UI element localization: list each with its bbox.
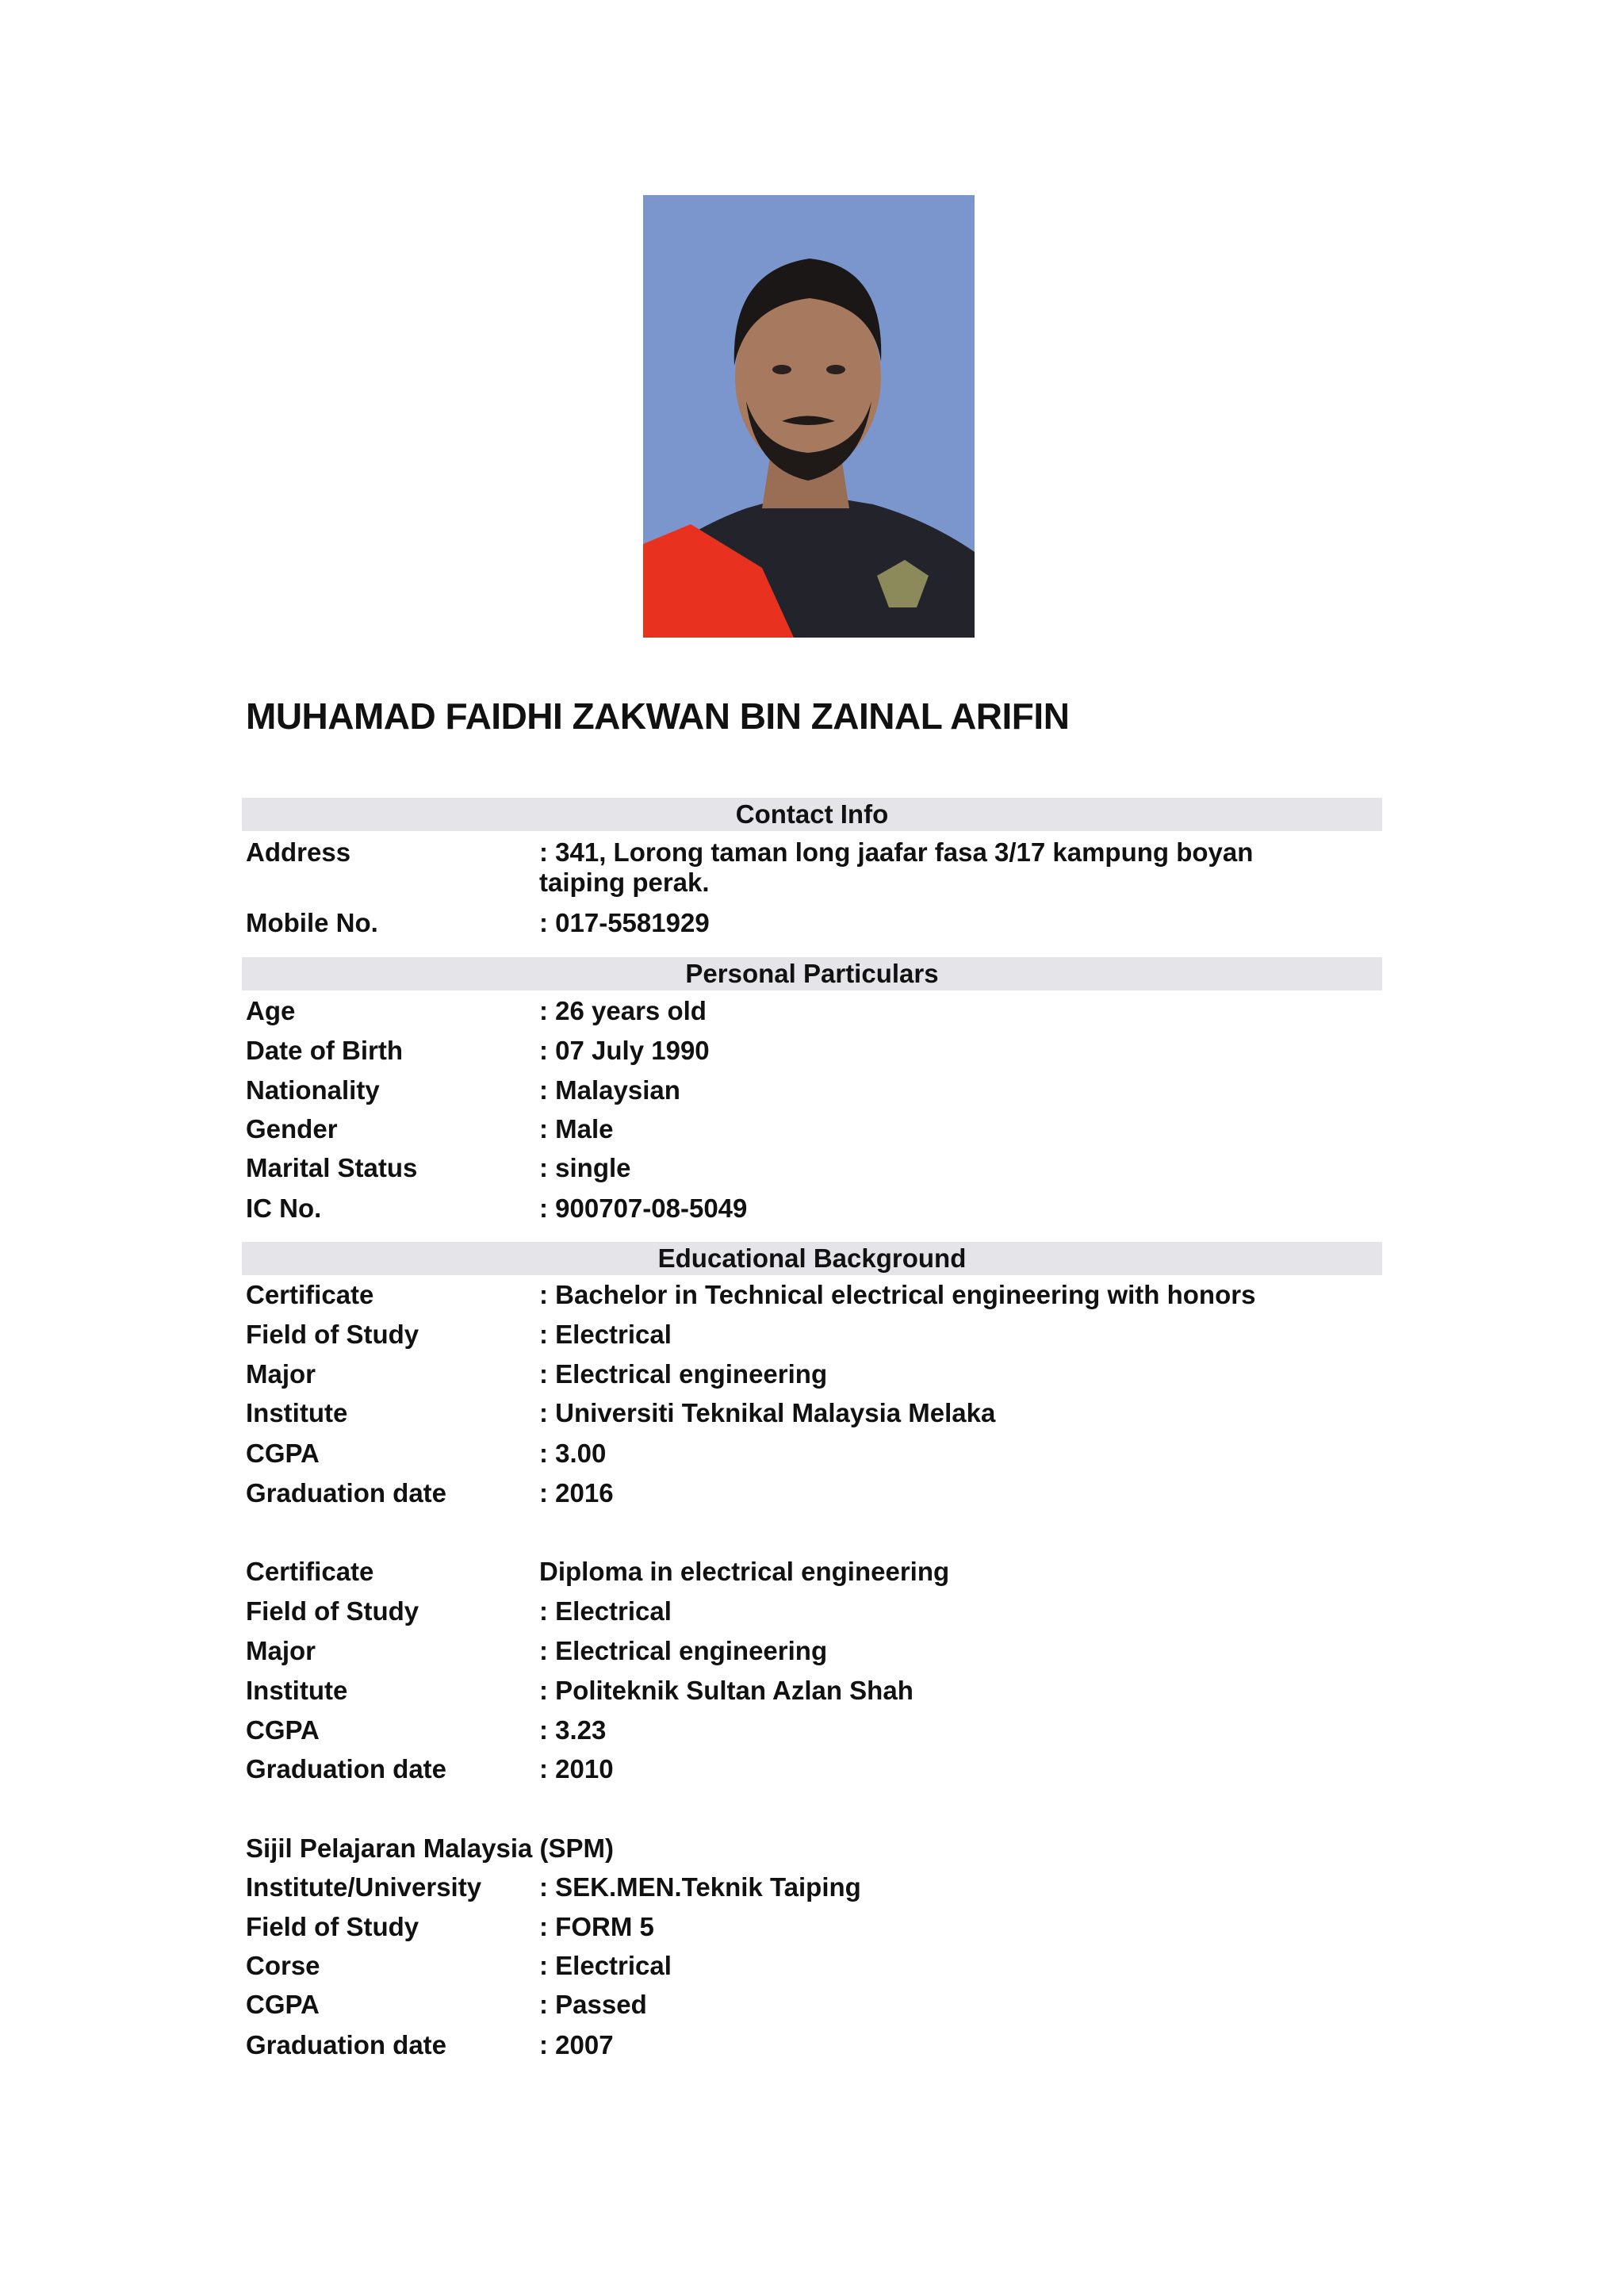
degree-major-label: Major: [246, 1359, 316, 1389]
spm-cgpa-label: CGPA: [246, 1990, 320, 2019]
candidate-name: MUHAMAD FAIDHI ZAKWAN BIN ZAINAL ARIFIN: [246, 695, 1070, 737]
spm-graduation-label: Graduation date: [246, 2030, 447, 2059]
degree-certificate-value: : Bachelor in Technical electrical engineering with honors: [539, 1280, 1256, 1309]
degree-institute-label: Institute: [246, 1398, 348, 1427]
gender-value: : Male: [539, 1114, 614, 1144]
spm-cgpa-value: : Passed: [539, 1990, 647, 2019]
age-label: Age: [246, 996, 296, 1025]
diploma-certificate-label: Certificate: [246, 1557, 374, 1586]
marital-status-value: : single: [539, 1153, 631, 1182]
spm-course-label: Corse: [246, 1951, 320, 1980]
address-label: Address: [246, 837, 351, 867]
spm-title-text: Sijil Pelajaran Malaysia (SPM): [246, 1833, 615, 1863]
diploma-major-value: : Electrical engineering: [539, 1636, 828, 1665]
nationality-label: Nationality: [246, 1075, 380, 1105]
diploma-field-label: Field of Study: [246, 1596, 419, 1626]
diploma-field-value: : Electrical: [539, 1596, 672, 1626]
spm-institute-value: : SEK.MEN.Teknik Taiping: [539, 1872, 861, 1902]
degree-cgpa-value: : 3.00: [539, 1439, 607, 1468]
spm-course-value: : Electrical: [539, 1951, 672, 1980]
degree-institute-value: : Universiti Teknikal Malaysia Melaka: [539, 1398, 996, 1427]
education-header: Educational Background: [242, 1242, 1382, 1275]
education-section: [242, 1242, 1382, 1275]
degree-field-label: Field of Study: [246, 1320, 419, 1349]
diploma-certificate-value: Diploma in electrical engineering: [539, 1557, 950, 1586]
ic-label: IC No.: [246, 1193, 322, 1223]
degree-graduation-label: Graduation date: [246, 1478, 447, 1508]
address-value: : 341, Lorong taman long jaafar fasa 3/17 kampung boyan taiping perak.: [539, 837, 1254, 897]
contact-info-section: [242, 798, 1382, 831]
diploma-cgpa-value: : 3.23: [539, 1715, 607, 1745]
spm-graduation-value: : 2007: [539, 2030, 614, 2059]
diploma-cgpa-label: CGPA: [246, 1715, 320, 1745]
contact-info-header: Contact Info: [242, 798, 1382, 831]
spm-field-label: Field of Study: [246, 1912, 419, 1941]
diploma-institute-label: Institute: [246, 1676, 348, 1705]
degree-cgpa-label: CGPA: [246, 1439, 320, 1468]
diploma-graduation-value: : 2010: [539, 1754, 614, 1784]
spm-field-value: : FORM 5: [539, 1912, 654, 1941]
marital-status-label: Marital Status: [246, 1153, 418, 1182]
nationality-value: : Malaysian: [539, 1075, 680, 1105]
ic-value: : 900707-08-5049: [539, 1193, 748, 1223]
spm-institute-label: Institute/University: [246, 1872, 482, 1902]
degree-certificate-label: Certificate: [246, 1280, 374, 1309]
profile-photo: [643, 195, 975, 638]
dob-value: : 07 July 1990: [539, 1036, 710, 1065]
mobile-value: : 017-5581929: [539, 908, 710, 937]
dob-label: Date of Birth: [246, 1036, 403, 1065]
mobile-label: Mobile No.: [246, 908, 378, 937]
age-value: : 26 years old: [539, 996, 707, 1025]
degree-graduation-value: : 2016: [539, 1478, 614, 1508]
diploma-major-label: Major: [246, 1636, 316, 1665]
diploma-graduation-label: Graduation date: [246, 1754, 447, 1784]
gender-label: Gender: [246, 1114, 338, 1144]
personal-particulars-section: [242, 957, 1382, 990]
personal-particulars-header: Personal Particulars: [242, 957, 1382, 990]
diploma-institute-value: : Politeknik Sultan Azlan Shah: [539, 1676, 914, 1705]
degree-field-value: : Electrical: [539, 1320, 672, 1349]
degree-major-value: : Electrical engineering: [539, 1359, 828, 1389]
